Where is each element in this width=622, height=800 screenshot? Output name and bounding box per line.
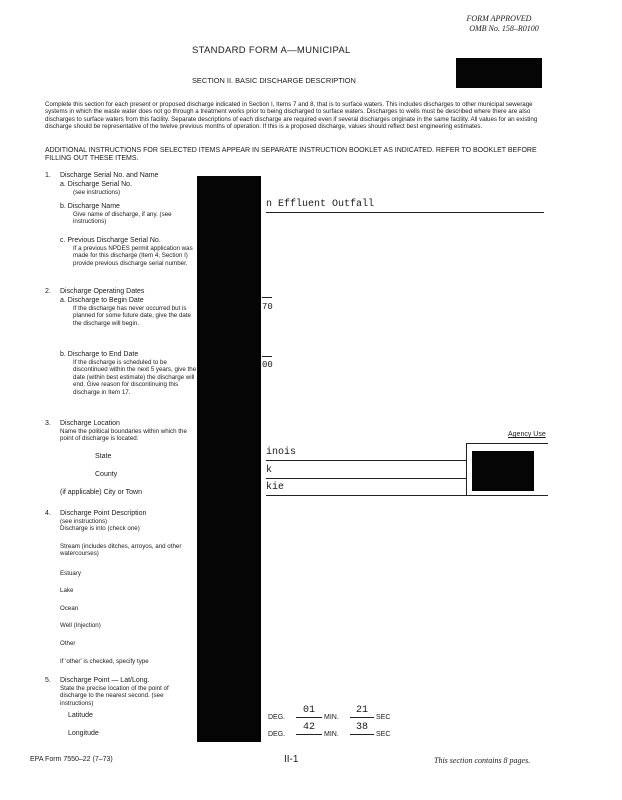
longitude-deg-label: DEG.	[268, 731, 286, 738]
form-approved-label: FORM APPROVED	[466, 14, 532, 23]
option-lake[interactable]: Lake	[60, 587, 74, 594]
latitude-min-value: 01	[302, 705, 315, 716]
item-3-note: Name the political boundaries within which the point of discharge is located:	[60, 428, 187, 443]
latitude-min-label: MIN.	[324, 714, 339, 721]
item-1-number: 1.	[45, 172, 51, 179]
item-2-heading: Discharge Operating Dates	[60, 288, 145, 295]
form-title: STANDARD FORM A—MUNICIPAL	[192, 45, 351, 56]
item-2-number: 2.	[45, 288, 51, 295]
begin-date-value: 70	[262, 302, 273, 312]
item-1a-label: a. Discharge Serial No.	[60, 181, 132, 188]
begin-date-line	[262, 297, 272, 298]
item-4-note-1: (see instructions)	[60, 518, 108, 525]
other-specify-label: If 'other' is checked, specify type	[60, 658, 149, 665]
discharge-name-line	[266, 212, 544, 213]
item-1b-label: b. Discharge Name	[60, 203, 120, 210]
section-title: SECTION II. BASIC DISCHARGE DESCRIPTION	[192, 76, 356, 85]
intro-paragraph: Complete this section for each present or proposed discharge indicated in Section I, Items 7 and 8, that is to surface waters. This includes discharges to other municipal sewerage systems in which the waste water does not go through a treatment works prior to being discharged to surface waters. Discharges to wells must be described where there are also discharges to surface waters from this facility. Separate descriptions of each discharge are required even if several discharges originate in the same facility. All values for an existing discharge should be representative of the twelve previous months of operation. If this is a proposed discharge, values should reflect best engineering estimates.	[45, 101, 538, 131]
longitude-label: Longitude	[68, 730, 99, 737]
longitude-min-line	[296, 734, 322, 735]
redaction-box	[456, 58, 542, 88]
item-4-note-2: Discharge is into (check one)	[60, 525, 140, 532]
item-2b-label: b. Discharge to End Date	[60, 351, 139, 358]
option-stream[interactable]: Stream (includes ditches, arroyos, and other watercourses)	[60, 543, 182, 558]
item-4-number: 4.	[45, 510, 51, 517]
city-value: kie	[266, 482, 285, 493]
item-1b-note: Give name of discharge, if any. (see instructions)	[73, 211, 172, 226]
agency-use-left-line	[466, 443, 467, 495]
pages-note: This section contains 8 pages.	[434, 756, 531, 765]
item-2a-note: If the discharge has never occurred but is planned for some future date, give the date the discharge will begin.	[73, 305, 191, 327]
additional-instructions: ADDITIONAL INSTRUCTIONS FOR SELECTED ITEMS APPEAR IN SEPARATE INSTRUCTION BOOKLET AS INDICATED. REFER TO BOOKLET BEFORE FILLING OUT THESE ITEMS.	[45, 147, 537, 163]
county-label: County	[95, 471, 118, 478]
option-well-injection[interactable]: Well (Injection)	[60, 622, 101, 629]
city-line	[266, 495, 548, 496]
option-estuary[interactable]: Estuary	[60, 570, 81, 577]
latitude-deg-label: DEG.	[268, 714, 286, 721]
end-date-value: 00	[262, 360, 273, 370]
item-3-heading: Discharge Location	[60, 420, 120, 427]
page-number: II-1	[284, 754, 299, 765]
longitude-sec-label: SEC	[376, 731, 391, 738]
latitude-sec-line	[350, 717, 374, 718]
state-value: inois	[266, 447, 297, 458]
county-value: k	[266, 465, 273, 476]
longitude-min-value: 42	[302, 722, 315, 733]
item-1c-note: If a previous NPDES permit application was made for this discharge (Item 4, Section I) provide previous discharge serial number.	[73, 245, 193, 267]
item-5-note: State the precise location of the point of discharge to the nearest second. (see instructions)	[60, 685, 169, 707]
latitude-sec-value: 21	[355, 705, 368, 716]
omb-number: OMB No. 158–R0100	[469, 24, 539, 33]
item-4-heading: Discharge Point Description	[60, 510, 147, 517]
item-2a-label: a. Discharge to Begin Date	[60, 297, 144, 304]
item-5-number: 5.	[45, 677, 51, 684]
longitude-sec-value: 38	[355, 722, 368, 733]
latitude-min-line	[296, 717, 322, 718]
item-1c-label: c. Previous Discharge Serial No.	[60, 237, 161, 244]
main-redaction-bar	[197, 176, 261, 742]
form-number: EPA Form 7550–22 (7–73)	[30, 756, 113, 763]
item-1-heading: Discharge Serial No. and Name	[60, 172, 159, 179]
end-date-line	[262, 356, 272, 357]
option-other[interactable]: Other	[60, 640, 76, 647]
state-line	[266, 460, 466, 461]
discharge-name-value: n Effluent Outfall	[266, 199, 375, 210]
state-label: State	[95, 453, 112, 460]
longitude-min-label: MIN.	[324, 731, 339, 738]
city-label: (if applicable) City or Town	[60, 489, 142, 496]
option-ocean[interactable]: Ocean	[60, 605, 79, 612]
latitude-label: Latitude	[68, 712, 93, 719]
item-3-number: 3.	[45, 420, 51, 427]
agency-use-top-line	[466, 443, 548, 444]
item-5-heading: Discharge Point — Lat/Long.	[60, 677, 150, 684]
item-2b-note: If the discharge is scheduled to be discontinued within the next 5 years, give the date (within best estimate) the discharge will end. Give reason for discontinuing this discharge in Item 17.	[73, 359, 197, 396]
agency-use-label: Agency Use	[508, 431, 546, 438]
longitude-sec-line	[350, 734, 374, 735]
item-1a-note: (see instructions)	[73, 189, 121, 196]
latitude-sec-label: SEC	[376, 714, 391, 721]
county-line	[266, 478, 466, 479]
agency-use-redaction	[472, 451, 534, 491]
